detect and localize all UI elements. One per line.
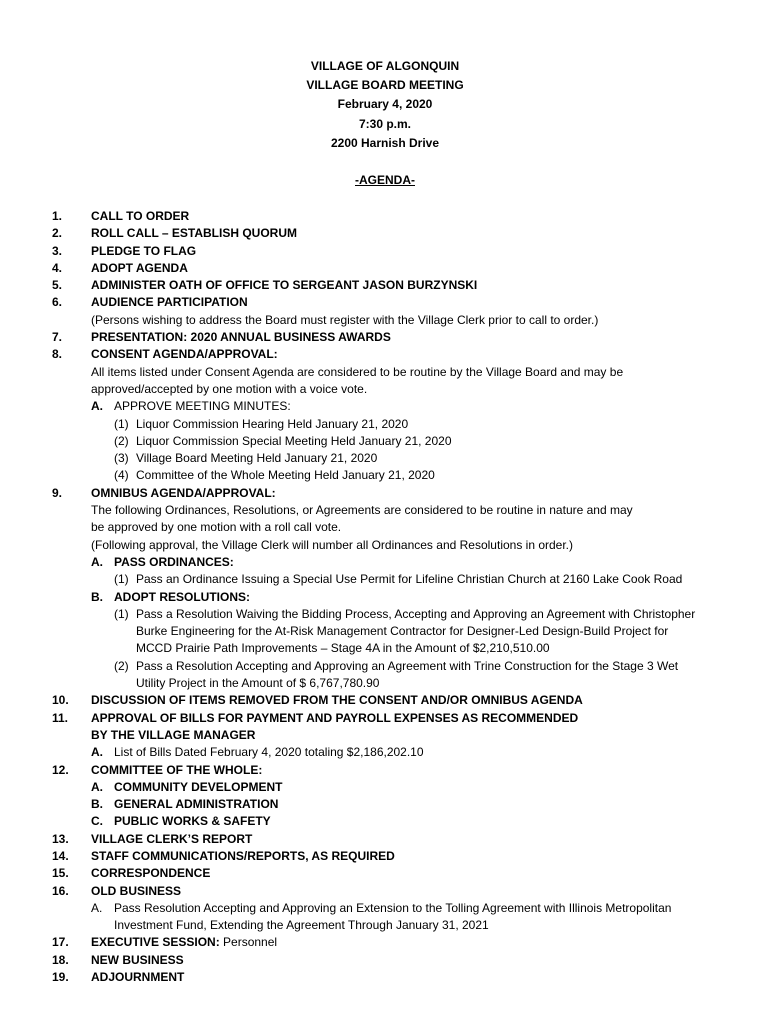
item-title: BY THE VILLAGE MANAGER [91, 727, 256, 742]
minutes-item [0, 467, 770, 484]
sub-item-letter: A. [91, 745, 103, 760]
item-number: 16. [52, 883, 69, 898]
executive-session-label: EXECUTIVE SESSION: [91, 935, 220, 950]
minutes-text: Liquor Commission Special Meeting Held January 21, 2020 [136, 433, 452, 448]
item-number: 9. [52, 485, 63, 500]
resolution-item [0, 606, 770, 623]
item-title: COMMITTEE OF THE WHOLE: [91, 762, 263, 777]
sub-item-text: PASS ORDINANCES: [114, 554, 234, 569]
item-title: DISCUSSION OF ITEMS REMOVED FROM THE CONSENT AND/OR OMNIBUS AGENDA [91, 693, 583, 708]
ordinance-item [0, 571, 770, 588]
meeting-header [0, 57, 770, 190]
item-title: STAFF COMMUNICATIONS/REPORTS, AS REQUIRED [91, 848, 395, 863]
resolution-text: Utility Project in the Amount of $ 6,767,780.90 [136, 676, 380, 691]
meeting-name: VILLAGE BOARD MEETING [306, 78, 464, 93]
agenda-item-19 [0, 969, 770, 986]
description-line: approved/accepted by one motion with a voice vote. [91, 381, 368, 396]
sub-item-letter: A. [91, 399, 103, 414]
item-description [0, 537, 770, 554]
item-number: 6. [52, 295, 63, 310]
resolution-number: (1) [114, 606, 129, 621]
minutes-item [0, 433, 770, 450]
item-number: 18. [52, 952, 69, 967]
agenda-item-1 [0, 208, 770, 225]
agenda-item-16 [0, 883, 770, 900]
agenda-item-4 [0, 260, 770, 277]
ordinance-text: Pass an Ordinance Issuing a Special Use Permit for Lifeline Christian Church at 2160 Lake Cook Road [136, 572, 683, 587]
meeting-time: 7:30 p.m. [358, 116, 412, 131]
agenda-item-17 [0, 934, 770, 951]
sub-item [0, 398, 770, 415]
item-number: 1. [52, 209, 63, 223]
item-title: VILLAGE CLERK’S REPORT [91, 831, 253, 846]
minutes-text: Liquor Commission Hearing Held January 21, 2020 [136, 416, 409, 431]
item-title: ADJOURNMENT [91, 970, 185, 985]
sub-item [0, 813, 770, 830]
agenda-title: -AGENDA- [355, 172, 415, 187]
sub-item-letter: A. [91, 554, 103, 569]
resolution-text: Burke Engineering for the At-Risk Management Contractor for Designer-Led Design-Build Project for [136, 624, 669, 639]
resolution-text: MCCD Prairie Path Improvements – Stage 4A in the Amount of $2,210,510.00 [136, 641, 550, 656]
agenda-item-15 [0, 865, 770, 882]
item-description [0, 502, 770, 519]
agenda-item-9 [0, 485, 770, 502]
sub-item [0, 796, 770, 813]
item-title: ROLL CALL – ESTABLISH QUORUM [91, 226, 298, 241]
sub-item [0, 779, 770, 796]
meeting-location: 2200 Harnish Drive [330, 135, 440, 150]
sub-item-text: List of Bills Dated February 4, 2020 totaling $2,186,202.10 [114, 745, 424, 760]
agenda-item-3 [0, 243, 770, 260]
sub-item-text: APPROVE MEETING MINUTES: [114, 399, 291, 414]
agenda-item-11 [0, 710, 770, 727]
agenda-item-2 [0, 225, 770, 242]
item-title: OMNIBUS AGENDA/APPROVAL: [91, 485, 276, 500]
description-line: be approved by one motion with a roll call vote. [91, 520, 342, 535]
resolution-text: Pass a Resolution Accepting and Approving an Agreement with Trine Construction for the Stage 3 Wet [136, 658, 679, 673]
description-line: The following Ordinances, Resolutions, or Agreements are considered to be routine in nature and may [91, 503, 633, 518]
agenda-item-5 [0, 277, 770, 294]
sub-item-letter: A. [91, 779, 103, 794]
item-description [0, 519, 770, 536]
minutes-number: (3) [114, 451, 129, 466]
sub-item-text: Investment Fund, Extending the Agreement Through January 31, 2021 [114, 918, 489, 933]
executive-session-topic: Personnel [219, 935, 278, 950]
item-number: 14. [52, 848, 69, 863]
item-title: AUDIENCE PARTICIPATION [91, 295, 248, 310]
item-number: 5. [52, 278, 63, 293]
sub-item-letter: A. [91, 900, 103, 915]
minutes-number: (2) [114, 433, 129, 448]
resolution-text: Pass a Resolution Waiving the Bidding Process, Accepting and Approving an Agreement with Christopher [136, 606, 696, 621]
item-title: CALL TO ORDER [91, 209, 190, 223]
agenda-item-12 [0, 762, 770, 779]
item-title: PLEDGE TO FLAG [91, 243, 197, 258]
item-number: 13. [52, 831, 69, 846]
item-title: CONSENT AGENDA/APPROVAL: [91, 347, 278, 362]
resolution-item [0, 658, 770, 675]
agenda-item-13 [0, 831, 770, 848]
item-number: 11. [52, 710, 69, 725]
audience-note: (Persons wishing to address the Board must register with the Village Clerk prior to call to order.) [91, 312, 599, 327]
sub-item-letter: C. [91, 814, 103, 829]
sub-item-continuation [0, 917, 770, 934]
item-number: 15. [52, 866, 69, 881]
agenda-item-6 [0, 294, 770, 311]
sub-item [0, 554, 770, 571]
minutes-item [0, 450, 770, 467]
minutes-number: (4) [114, 468, 129, 483]
item-number: 2. [52, 226, 63, 241]
item-title: ADMINISTER OATH OF OFFICE TO SERGEANT JASON BURZYNSKI [91, 278, 478, 293]
item-number: 17. [52, 935, 69, 950]
description-line: All items listed under Consent Agenda are considered to be routine by the Village Board and may be [91, 364, 624, 379]
item-note [0, 312, 770, 329]
resolution-continuation [0, 640, 770, 657]
item-number: 4. [52, 260, 63, 275]
item-number: 19. [52, 970, 69, 985]
item-description [0, 381, 770, 398]
item-title [91, 934, 277, 951]
sub-item [0, 744, 770, 761]
agenda-item-18 [0, 952, 770, 969]
resolution-number: (2) [114, 658, 129, 673]
item-description [0, 364, 770, 381]
item-number: 10. [52, 693, 69, 708]
meeting-date: February 4, 2020 [337, 97, 433, 112]
resolution-continuation [0, 623, 770, 640]
item-title: ADOPT AGENDA [91, 260, 188, 275]
item-title: OLD BUSINESS [91, 883, 182, 898]
item-number: 8. [52, 347, 63, 362]
sub-item-text: Pass Resolution Accepting and Approving an Extension to the Tolling Agreement with Illinois Metropolitan [114, 900, 672, 915]
sub-item-text: COMMUNITY DEVELOPMENT [114, 779, 283, 794]
agenda-item-10 [0, 692, 770, 709]
village-name: VILLAGE OF ALGONQUIN [310, 59, 460, 73]
sub-item-text: PUBLIC WORKS & SAFETY [114, 814, 271, 829]
item-number: 7. [52, 330, 63, 345]
item-number: 12. [52, 762, 69, 777]
description-line: (Following approval, the Village Clerk will number all Ordinances and Resolutions in order.) [91, 537, 574, 552]
agenda-item-14 [0, 848, 770, 865]
sub-item-letter: B. [91, 589, 103, 604]
sub-item [0, 589, 770, 606]
item-number: 3. [52, 243, 63, 258]
item-title: NEW BUSINESS [91, 952, 184, 967]
agenda-item-8 [0, 346, 770, 363]
item-title-continuation [0, 727, 770, 744]
item-title: PRESENTATION: 2020 ANNUAL BUSINESS AWARDS [91, 330, 391, 345]
sub-item-letter: B. [91, 797, 103, 812]
minutes-number: (1) [114, 416, 129, 431]
minutes-item [0, 416, 770, 433]
agenda-item-7 [0, 329, 770, 346]
minutes-text: Village Board Meeting Held January 21, 2020 [136, 451, 378, 466]
sub-item [0, 900, 770, 917]
ordinance-number: (1) [114, 572, 129, 587]
minutes-text: Committee of the Whole Meeting Held January 21, 2020 [136, 468, 435, 483]
item-title: APPROVAL OF BILLS FOR PAYMENT AND PAYROLL EXPENSES AS RECOMMENDED [91, 710, 579, 725]
item-title: CORRESPONDENCE [91, 866, 211, 881]
agenda-items [0, 208, 770, 986]
sub-item-text: GENERAL ADMINISTRATION [114, 797, 279, 812]
sub-item-text: ADOPT RESOLUTIONS: [114, 589, 251, 604]
resolution-continuation [0, 675, 770, 692]
